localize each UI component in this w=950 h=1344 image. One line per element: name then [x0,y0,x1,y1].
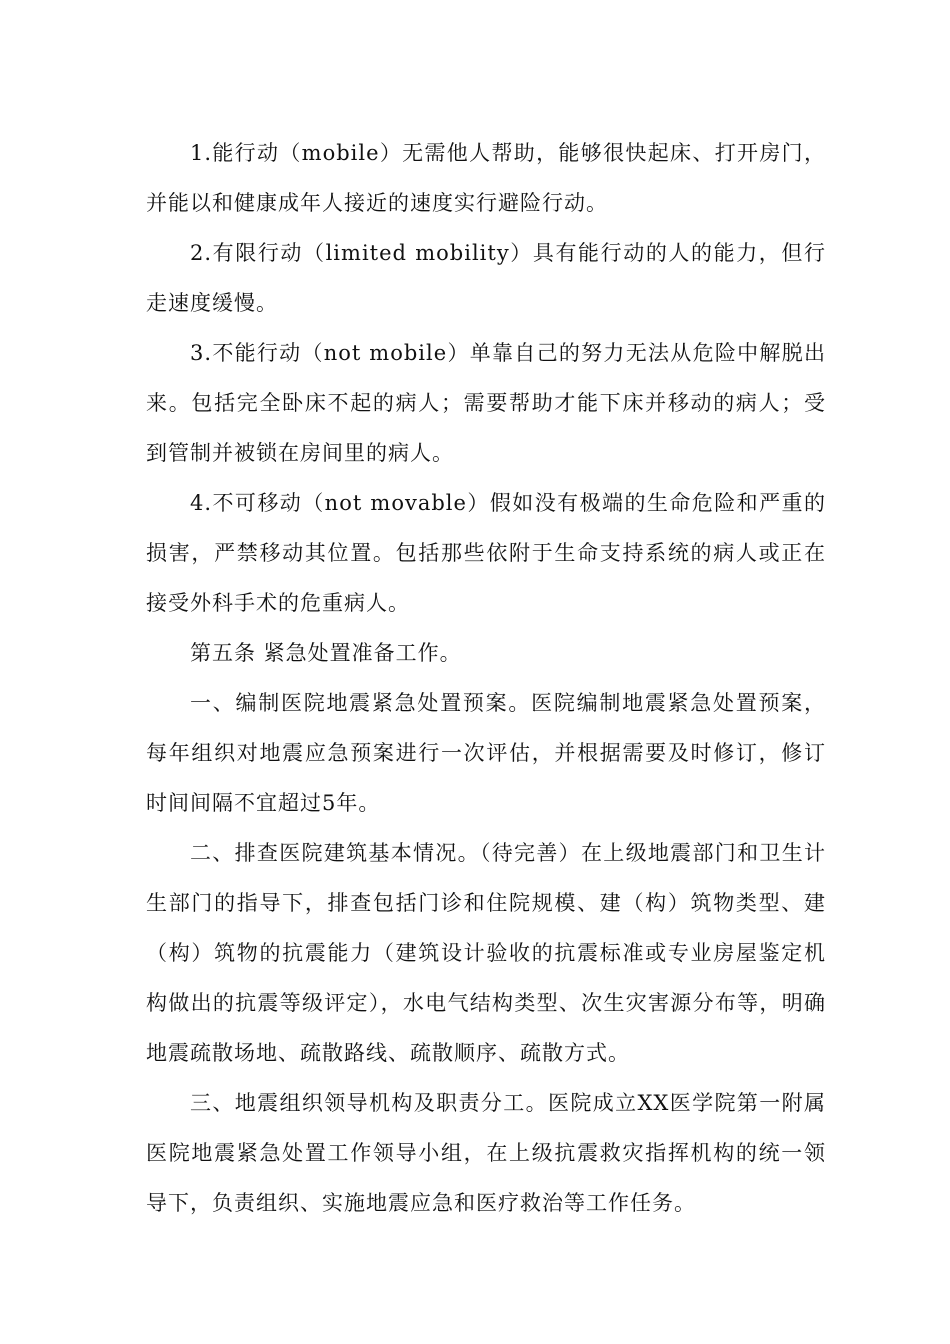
paragraph-not-movable: 4.不可移动（not movable）假如没有极端的生命危险和严重的损害，严禁移动其位置。包括那些依附于生命支持系统的病人或正在接受外科手术的危重病人。 [146,491,826,615]
paragraph-leadership-organization: 三、地震组织领导机构及职责分工。医院成立XX医学院第一附属医院地震紧急处置工作领导小组，在上级抗震救灾指挥机构的统一领导下，负责组织、实施地震应急和医疗救治等工作任务。 [146,1091,826,1215]
paragraph-building-survey: 二、排查医院建筑基本情况。（待完善）在上级地震部门和卫生计生部门的指导下，排查包括门诊和住院规模、建（构）筑物类型、建（构）筑物的抗震能力（建筑设计验收的抗震标准或专业房屋鉴定机构做出的抗震等级评定），水电气结构类型、次生灾害源分布等，明确地震疏散场地、疏散路线、疏散顺序、疏散方式。 [146,841,826,1065]
document-body [146,128,826,1228]
paragraph-not-mobile: 3.不能行动（not mobile）单靠自己的努力无法从危险中解脱出来。包括完全卧床不起的病人；需要帮助才能下床并移动的病人；受到管制并被锁在房间里的病人。 [146,341,826,465]
article-five-heading: 第五条 紧急处置准备工作。 [190,641,462,665]
paragraph-mobile: 1.能行动（mobile）无需他人帮助，能够很快起床、打开房门，并能以和健康成年人接近的速度实行避险行动。 [146,141,826,215]
paragraph-limited-mobility: 2.有限行动（limited mobility）具有能行动的人的能力，但行走速度缓慢。 [146,241,826,315]
paragraph-emergency-plan: 一、编制医院地震紧急处置预案。医院编制地震紧急处置预案，每年组织对地震应急预案进行一次评估，并根据需要及时修订，修订时间间隔不宜超过5年。 [146,691,826,815]
